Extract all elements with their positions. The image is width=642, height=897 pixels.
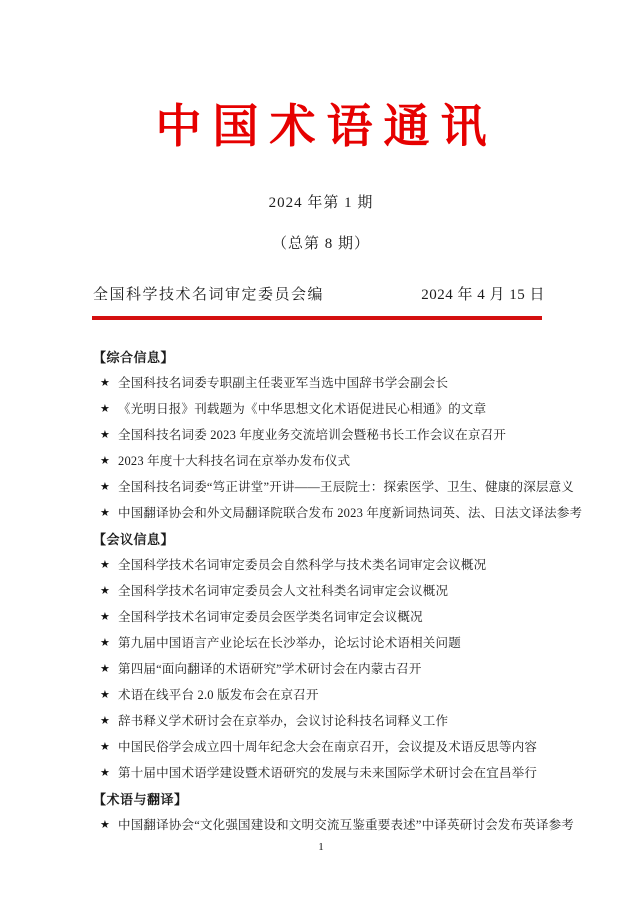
star-bullet-icon: ★ [100, 766, 110, 779]
toc-item-text: 全国科学技术名词审定委员会自然科学与技术类名词审定会议概况 [118, 558, 487, 572]
star-bullet-icon: ★ [100, 376, 110, 389]
toc-item [93, 551, 592, 577]
toc-item [93, 707, 592, 733]
toc-item [93, 759, 592, 785]
star-bullet-icon: ★ [100, 480, 110, 493]
star-bullet-icon: ★ [100, 584, 110, 597]
toc-item [93, 577, 592, 603]
toc-item [93, 603, 592, 629]
publisher-row [93, 283, 545, 304]
toc-item [93, 395, 592, 421]
toc-item-text: 中国民俗学会成立四十周年纪念大会在南京召开，会议提及术语反思等内容 [118, 740, 538, 754]
total-issue-line: （总第 8 期） [271, 236, 370, 252]
star-bullet-icon: ★ [100, 818, 110, 831]
toc-item [93, 681, 592, 707]
toc-item-text: 全国科学技术名词审定委员会医学类名词审定会议概况 [118, 610, 423, 624]
star-bullet-icon: ★ [100, 558, 110, 571]
section-header-general-info: 【综合信息】 [93, 349, 175, 365]
toc-item [93, 655, 592, 681]
toc-item-text: 第十届中国术语学建设暨术语研究的发展与未来国际学术研讨会在宜昌举行 [118, 766, 538, 780]
toc-item-text: 《光明日报》刊载题为《中华思想文化术语促进民心相通》的文章 [118, 402, 487, 416]
toc-item [93, 811, 592, 837]
page-number: 1 [318, 841, 324, 853]
toc-item-text: 术语在线平台 2.0 版发布会在京召开 [118, 688, 319, 702]
toc-item-text: 辞书释义学术研讨会在京举办，会议讨论科技名词释义工作 [118, 714, 449, 728]
toc-item [93, 421, 592, 447]
issue-number-line: 2024 年第 1 期 [268, 195, 374, 211]
toc-item-text: 全国科技名词委专职副主任裴亚军当选中国辞书学会副会长 [118, 376, 449, 390]
star-bullet-icon: ★ [100, 402, 110, 415]
table-of-contents [93, 343, 592, 837]
toc-item-text: 中国翻译协会“文化强国建设和文明交流互鉴重要表述”中译英研讨会发布英译参考 [118, 818, 574, 832]
star-bullet-icon: ★ [100, 610, 110, 623]
toc-item-text: 第九届中国语言产业论坛在长沙举办，论坛讨论术语相关问题 [118, 636, 461, 650]
star-bullet-icon: ★ [100, 688, 110, 701]
star-bullet-icon: ★ [100, 714, 110, 727]
section-header-terminology-translation: 【术语与翻译】 [93, 791, 188, 807]
star-bullet-icon: ★ [100, 636, 110, 649]
star-bullet-icon: ★ [100, 740, 110, 753]
toc-item-text: 全国科技名词委“笃正讲堂”开讲——王辰院士：探索医学、卫生、健康的深层意义 [118, 480, 574, 494]
section-header-meeting-info: 【会议信息】 [93, 531, 175, 547]
toc-item [93, 369, 592, 395]
toc-item [93, 733, 592, 759]
toc-item-text: 第四届“面向翻译的术语研究”学术研讨会在内蒙古召开 [118, 662, 422, 676]
star-bullet-icon: ★ [100, 428, 110, 441]
toc-item-text: 中国翻译协会和外文局翻译院联合发布 2023 年度新词热词英、法、日法文译法参考 [118, 506, 583, 520]
toc-item-text: 全国科学技术名词审定委员会人文社科类名词审定会议概况 [118, 584, 449, 598]
red-divider-rule [92, 316, 542, 320]
toc-item-text: 全国科技名词委 2023 年度业务交流培训会暨秘书长工作会议在京召开 [118, 428, 507, 442]
toc-item-text: 2023 年度十大科技名词在京举办发布仪式 [118, 454, 351, 468]
publish-date: 2024 年 4 月 15 日 [421, 287, 545, 303]
publisher-name: 全国科学技术名词审定委员会编 [93, 287, 325, 303]
star-bullet-icon: ★ [100, 662, 110, 675]
toc-item [93, 447, 592, 473]
toc-item [93, 473, 592, 499]
star-bullet-icon: ★ [100, 454, 110, 467]
toc-item [93, 629, 592, 655]
toc-item [93, 499, 592, 525]
newsletter-title: 中国术语通讯 [155, 101, 498, 152]
star-bullet-icon: ★ [100, 506, 110, 519]
